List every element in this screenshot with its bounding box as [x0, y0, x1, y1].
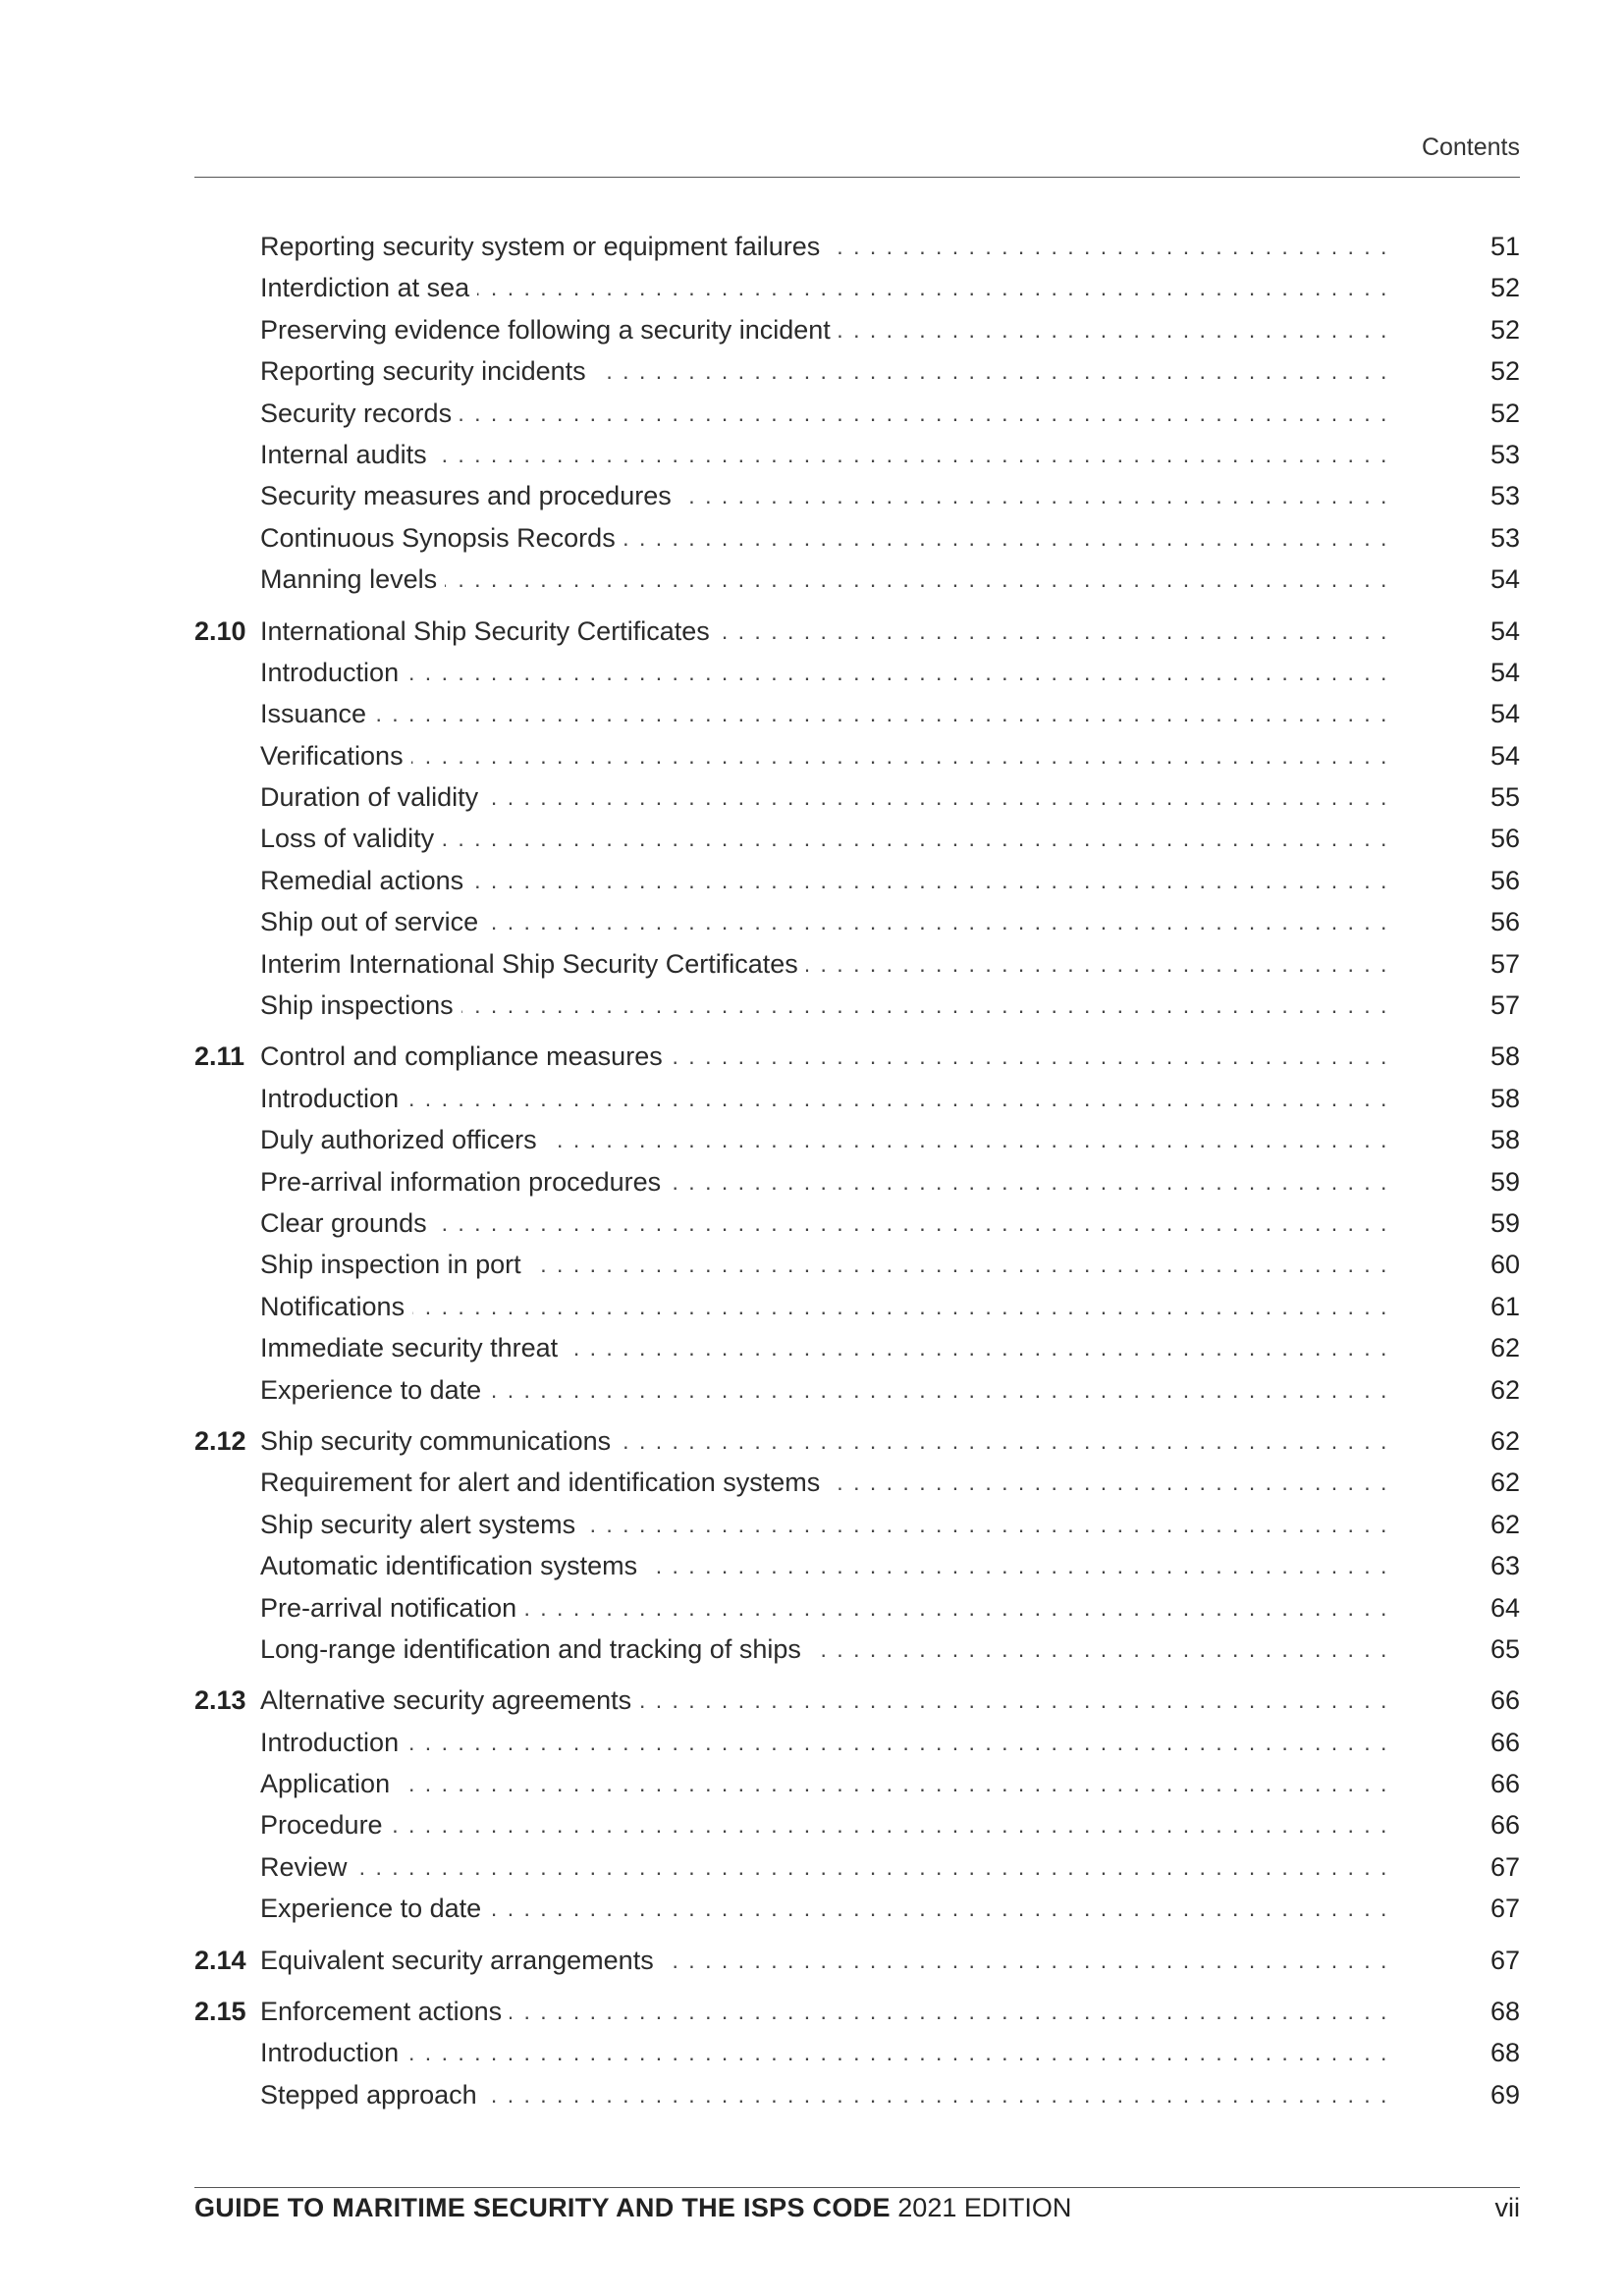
toc-entry-title: Automatic identification systems [260, 1551, 645, 1580]
toc-entry[interactable] [194, 350, 1520, 392]
toc-entry[interactable] [194, 1991, 1520, 2032]
toc-entry-page-number: 64 [1489, 1592, 1520, 1623]
toc-entry[interactable] [194, 267, 1520, 308]
toc-entry-leader [260, 1545, 1393, 1586]
toc-entry-page-number: 52 [1489, 356, 1520, 387]
toc-entry-title: Equivalent security arrangements [260, 1946, 662, 1975]
toc-entry[interactable] [194, 1369, 1520, 1411]
toc-entry[interactable] [194, 1244, 1520, 1285]
toc-entry[interactable] [194, 776, 1520, 818]
toc-entry-title: Ship inspections [260, 990, 461, 1020]
toc-entry-title: Security records [260, 399, 460, 428]
toc-entry-leader [260, 393, 1393, 434]
toc-entry-title: Introduction [260, 1084, 406, 1113]
toc-entry-page-number: 54 [1489, 657, 1520, 687]
toc-entry-page-number: 57 [1489, 990, 1520, 1021]
toc-entry-title: Introduction [260, 2038, 406, 2067]
toc-entry-title: Immediate security threat [260, 1333, 566, 1362]
toc-entry[interactable] [194, 860, 1520, 901]
toc-entry-page-number: 67 [1489, 1894, 1520, 1924]
toc-entry-title: Preserving evidence following a security incident [260, 315, 839, 345]
toc-entry-page-number: 54 [1489, 564, 1520, 595]
toc-entry[interactable] [194, 1722, 1520, 1763]
toc-entry[interactable] [194, 1119, 1520, 1160]
toc-entry-title: International Ship Security Certificates [260, 616, 718, 646]
toc-entry-leader [260, 1722, 1393, 1763]
toc-entry[interactable] [194, 2074, 1520, 2115]
toc-entry-leader [260, 1587, 1393, 1629]
toc-entry-page-number: 66 [1489, 1810, 1520, 1841]
toc-entry-page-number: 66 [1489, 1727, 1520, 1757]
toc-entry-page-number: 66 [1489, 1769, 1520, 1799]
toc-entry-leader [260, 611, 1393, 652]
toc-entry-title: Enforcement actions [260, 1997, 510, 2026]
toc-entry-leader [260, 1369, 1393, 1411]
toc-entry[interactable] [194, 1462, 1520, 1503]
header-rule [194, 177, 1520, 178]
toc-entry-title: Security measures and procedures [260, 481, 679, 510]
toc-entry[interactable] [194, 226, 1520, 267]
toc-entry-page-number: 52 [1489, 314, 1520, 345]
footer-title-edition: 2021 EDITION [890, 2193, 1072, 2222]
toc-entry-leader [260, 1763, 1393, 1804]
toc-entry[interactable] [194, 1846, 1520, 1888]
toc-entry[interactable] [194, 1504, 1520, 1545]
toc-entry[interactable] [194, 2032, 1520, 2073]
toc-entry[interactable] [194, 611, 1520, 652]
toc-entry-title: Duly authorized officers [260, 1125, 545, 1154]
toc-entry-leader [260, 1036, 1393, 1077]
toc-entry-page-number: 68 [1489, 2038, 1520, 2068]
toc-entry-title: Control and compliance measures [260, 1041, 671, 1071]
toc-section [194, 1420, 1520, 1670]
toc-entry-page-number: 58 [1489, 1125, 1520, 1155]
toc-entry-title: Review [260, 1852, 355, 1882]
toc-entry[interactable] [194, 1888, 1520, 1929]
toc-entry-title: Pre-arrival information procedures [260, 1167, 669, 1197]
toc-entry[interactable] [194, 652, 1520, 693]
toc-entry-title: Reporting security incidents [260, 356, 594, 386]
toc-entry-leader [260, 735, 1393, 776]
toc-entry-page-number: 55 [1489, 782, 1520, 813]
toc-entry-leader [260, 226, 1393, 267]
toc-entry-page-number: 62 [1489, 1468, 1520, 1498]
toc-entry-title: Long-range identification and tracking of ships [260, 1634, 809, 1664]
toc-entry[interactable] [194, 1629, 1520, 1670]
toc-entry-title: Duration of validity [260, 782, 486, 812]
toc-entry-title: Pre-arrival notification [260, 1593, 524, 1623]
toc-section [194, 1940, 1520, 1981]
running-head: Contents [1421, 133, 1520, 161]
toc-entry-leader [260, 652, 1393, 693]
toc-entry-page-number: 53 [1489, 481, 1520, 511]
toc-entry[interactable] [194, 393, 1520, 434]
toc-entry-leader [260, 1991, 1393, 2032]
toc-entry-page-number: 59 [1489, 1166, 1520, 1197]
toc-entry-leader [260, 1119, 1393, 1160]
toc-section [194, 1680, 1520, 1929]
toc-entry[interactable] [194, 901, 1520, 942]
toc-entry-leader [260, 2074, 1393, 2115]
toc-entry-page-number: 67 [1489, 1851, 1520, 1882]
toc-entry-title: Interdiction at sea [260, 273, 477, 302]
toc-entry-leader [260, 1804, 1393, 1845]
toc-entry-title: Interim International Ship Security Certificates [260, 949, 806, 979]
toc-entry-leader [260, 818, 1393, 859]
toc-entry-page-number: 54 [1489, 615, 1520, 646]
toc-entry-leader [260, 1420, 1393, 1462]
toc-entry-page-number: 56 [1489, 907, 1520, 937]
toc-entry-leader [260, 1888, 1393, 1929]
section-number: 2.15 [194, 1997, 246, 2027]
toc-entry-title: Clear grounds [260, 1208, 435, 1238]
toc-entry-page-number: 63 [1489, 1551, 1520, 1581]
toc-entry-leader [260, 1846, 1393, 1888]
toc-entry-page-number: 51 [1489, 232, 1520, 261]
toc-entry-title: Loss of validity [260, 824, 442, 853]
toc-entry-title: Ship out of service [260, 907, 486, 936]
toc-entry-leader [260, 1680, 1393, 1721]
toc-entry[interactable] [194, 1940, 1520, 1981]
toc-entry-page-number: 68 [1489, 1997, 1520, 2027]
toc-entry[interactable] [194, 1161, 1520, 1202]
toc-entry[interactable] [194, 818, 1520, 859]
toc-entry[interactable] [194, 1680, 1520, 1721]
toc-entry-leader [260, 309, 1393, 350]
toc-entry-page-number: 57 [1489, 948, 1520, 979]
toc-entry-leader [260, 2032, 1393, 2073]
toc-section [194, 1991, 1520, 2115]
toc-entry-leader [260, 517, 1393, 559]
toc-entry-title: Ship inspection in port [260, 1250, 529, 1279]
toc-entry-title: Procedure [260, 1810, 391, 1840]
section-number: 2.10 [194, 615, 246, 646]
toc-entry-title: Remedial actions [260, 866, 471, 895]
toc-entry[interactable] [194, 735, 1520, 776]
toc-entry[interactable] [194, 1420, 1520, 1462]
toc-entry[interactable] [194, 1202, 1520, 1244]
toc-section [194, 226, 1520, 601]
toc-entry-leader [260, 475, 1393, 516]
toc-entry-leader [260, 1286, 1393, 1327]
toc-entry[interactable] [194, 1763, 1520, 1804]
toc-entry-leader [260, 776, 1393, 818]
toc-entry[interactable] [194, 559, 1520, 600]
toc-entry-page-number: 69 [1489, 2079, 1520, 2109]
toc-entry-page-number: 56 [1489, 865, 1520, 895]
footer-title-bold: GUIDE TO MARITIME SECURITY AND THE ISPS CODE [194, 2193, 891, 2222]
toc-entry-title: Experience to date [260, 1375, 489, 1405]
toc-entry-leader [260, 434, 1393, 475]
toc-entry-leader [260, 1327, 1393, 1368]
toc-entry-leader [260, 1629, 1393, 1670]
toc-entry-page-number: 59 [1489, 1207, 1520, 1238]
toc-section [194, 1036, 1520, 1411]
toc-entry-page-number: 56 [1489, 824, 1520, 854]
toc-entry[interactable] [194, 1036, 1520, 1077]
toc-entry-leader [260, 1078, 1393, 1119]
footer-rule [194, 2187, 1520, 2188]
toc-entry-title: Ship security communications [260, 1426, 619, 1456]
toc-entry-page-number: 58 [1489, 1083, 1520, 1113]
toc-entry[interactable] [194, 475, 1520, 516]
toc-entry[interactable] [194, 1804, 1520, 1845]
toc-entry-title: Introduction [260, 1728, 406, 1757]
toc-entry-title: Stepped approach [260, 2080, 485, 2109]
toc-entry-leader [260, 267, 1393, 308]
toc-entry-title: Reporting security system or equipment failures [260, 232, 828, 261]
toc-entry-leader [260, 860, 1393, 901]
footer-page-number: vii [1494, 2193, 1520, 2222]
toc-entry[interactable] [194, 693, 1520, 734]
toc-entry-page-number: 60 [1489, 1250, 1520, 1280]
toc-entry[interactable] [194, 1587, 1520, 1629]
toc-entry-title: Internal audits [260, 440, 435, 469]
toc-entry-leader [260, 1504, 1393, 1545]
section-number: 2.13 [194, 1685, 246, 1716]
toc-entry-page-number: 52 [1489, 398, 1520, 428]
toc-entry-page-number: 61 [1489, 1291, 1520, 1321]
toc-entry-leader [260, 985, 1393, 1026]
footer [194, 2193, 1520, 2232]
toc-entry[interactable] [194, 1078, 1520, 1119]
toc-entry-page-number: 62 [1489, 1333, 1520, 1363]
toc-entry-title: Requirement for alert and identification systems [260, 1468, 828, 1497]
toc-section [194, 611, 1520, 1027]
toc-entry-leader [260, 901, 1393, 942]
toc-entry-title: Experience to date [260, 1894, 489, 1923]
toc-entry[interactable] [194, 1545, 1520, 1586]
table-of-contents [194, 226, 1520, 2125]
toc-entry[interactable] [194, 309, 1520, 350]
toc-entry-title: Alternative security agreements [260, 1685, 639, 1715]
toc-entry-leader [260, 1462, 1393, 1503]
toc-entry-page-number: 54 [1489, 699, 1520, 729]
toc-entry-page-number: 62 [1489, 1374, 1520, 1405]
toc-entry[interactable] [194, 1286, 1520, 1327]
toc-entry-title: Continuous Synopsis Records [260, 523, 623, 553]
toc-entry-page-number: 53 [1489, 522, 1520, 553]
toc-entry-page-number: 62 [1489, 1509, 1520, 1539]
toc-entry[interactable] [194, 985, 1520, 1026]
toc-entry-page-number: 53 [1489, 439, 1520, 469]
toc-entry-leader [260, 1202, 1393, 1244]
toc-entry[interactable] [194, 943, 1520, 985]
section-number: 2.14 [194, 1945, 246, 1975]
toc-entry-title: Introduction [260, 658, 406, 687]
toc-entry-title: Application [260, 1769, 398, 1798]
toc-entry-page-number: 62 [1489, 1425, 1520, 1456]
toc-entry[interactable] [194, 1327, 1520, 1368]
toc-entry-title: Ship security alert systems [260, 1510, 583, 1539]
footer-title [194, 2193, 1071, 2223]
toc-entry-page-number: 67 [1489, 1945, 1520, 1975]
toc-entry-leader [260, 1161, 1393, 1202]
section-number: 2.11 [194, 1041, 245, 1072]
toc-entry-page-number: 52 [1489, 273, 1520, 303]
section-number: 2.12 [194, 1425, 246, 1456]
toc-entry-page-number: 66 [1489, 1685, 1520, 1716]
toc-entry-leader [260, 693, 1393, 734]
toc-entry-title: Verifications [260, 741, 411, 771]
toc-entry[interactable] [194, 434, 1520, 475]
toc-entry-leader [260, 350, 1393, 392]
toc-entry-leader [260, 943, 1393, 985]
toc-entry-title: Manning levels [260, 564, 445, 594]
toc-entry-page-number: 58 [1489, 1041, 1520, 1072]
toc-entry-title: Issuance [260, 699, 374, 728]
toc-entry-leader [260, 1940, 1393, 1981]
toc-entry-page-number: 54 [1489, 740, 1520, 771]
toc-entry-title: Notifications [260, 1292, 412, 1321]
toc-entry-leader [260, 559, 1393, 600]
toc-entry[interactable] [194, 517, 1520, 559]
toc-entry-page-number: 65 [1489, 1633, 1520, 1664]
toc-entry-leader [260, 1244, 1393, 1285]
